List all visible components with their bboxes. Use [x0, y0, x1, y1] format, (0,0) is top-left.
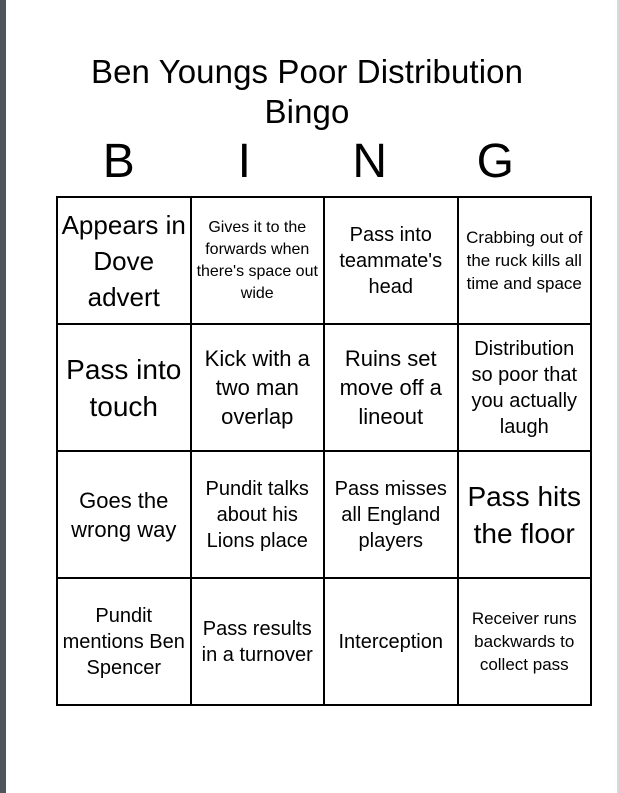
header-letter-b: B — [102, 135, 135, 188]
bingo-cell: Gives it to the forwards when there's space out wide — [191, 197, 325, 324]
grid-row — [57, 197, 591, 324]
bingo-cell: Pass hits the floor — [458, 451, 592, 578]
bingo-cell: Pundit mentions Ben Spencer — [57, 578, 191, 705]
header-letter-i: I — [237, 135, 251, 188]
grid-row — [57, 324, 591, 451]
bingo-cell: Crabbing out of the ruck kills all time and space — [458, 197, 592, 324]
bingo-cell: Interception — [324, 578, 458, 705]
bingo-cell: Pundit talks about his Lions place — [191, 451, 325, 578]
bingo-cell: Kick with a two man overlap — [191, 324, 325, 451]
bingo-cell: Pass misses all England players — [324, 451, 458, 578]
page-title: Ben Youngs Poor Distribution Bingo — [90, 53, 524, 130]
grid-row — [57, 451, 591, 578]
grid-row — [57, 578, 591, 705]
bingo-cell: Goes the wrong way — [57, 451, 191, 578]
bingo-cell: Ruins set move off a lineout — [324, 324, 458, 451]
header-letter-n: N — [352, 135, 388, 188]
page-left-edge — [0, 0, 6, 793]
bingo-cell: Receiver runs backwards to collect pass — [458, 578, 592, 705]
bingo-cell: Pass into teammate's head — [324, 197, 458, 324]
bingo-header — [56, 136, 558, 188]
header-letter-g: G — [476, 135, 514, 188]
bingo-cell: Distribution so poor that you actually laugh — [458, 324, 592, 451]
bingo-cell: Appears in Dove advert — [57, 197, 191, 324]
bingo-cell: Pass into touch — [57, 324, 191, 451]
bingo-grid — [56, 196, 592, 706]
bingo-cell: Pass results in a turnover — [191, 578, 325, 705]
